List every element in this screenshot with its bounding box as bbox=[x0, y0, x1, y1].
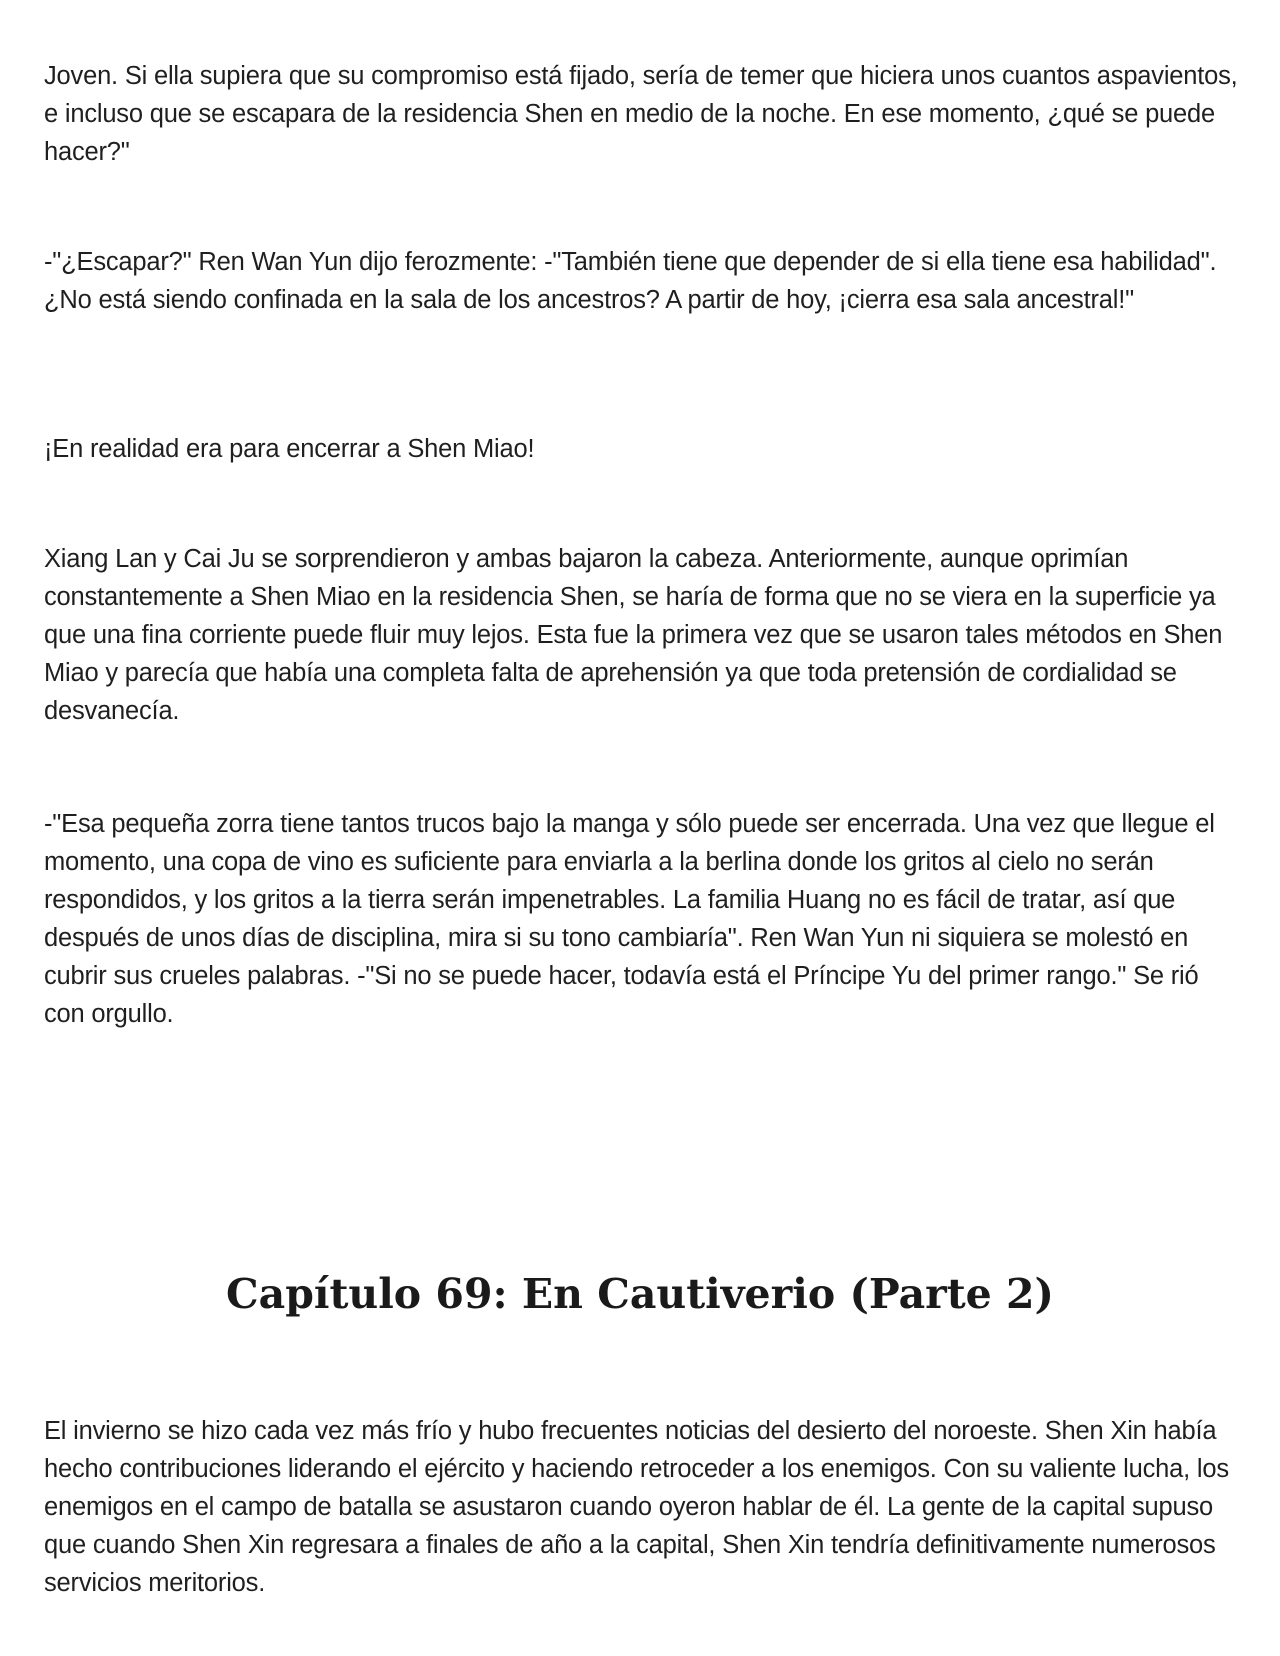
paragraph: ¡En realidad era para encerrar a Shen Miao! bbox=[44, 435, 535, 463]
paragraph: -"Esa pequeña zorra tiene tantos trucos bajo la manga y sólo puede ser encerrada. Una vez que llegue el momento, una copa de vino es suficiente para enviarla a la berlina donde los gritos al cielo no serán respondidos, y los gritos a la tierra serán impenetrables. La familia Huang no es fácil de tratar, así que después de unos días de disciplina, mira si su tono cambiaría". Ren Wan Yun ni siquiera se molestó en cubrir sus crueles palabras. -"Si no se puede hacer, todavía está el Príncipe Yu del primer rango." Se rió con orgullo. bbox=[44, 810, 1215, 1028]
chapter-title: Capítulo 69: En Cautiverio (Parte 2) bbox=[226, 1270, 1054, 1318]
chapter-paragraph: El invierno se hizo cada vez más frío y hubo frecuentes noticias del desierto del noroeste. Shen Xin había hecho contribuciones liderando el ejército y haciendo retroceder a los enemigos. Con su valiente lucha, los enemigos en el campo de batalla se asustaron cuando oyeron hablar de él. La gente de la capital supuso que cuando Shen Xin regresara a finales de año a la capital, Shen Xin tendría definitivamente numerosos servicios meritorios. bbox=[44, 1417, 1229, 1597]
paragraph: Joven. Si ella supiera que su compromiso está fijado, sería de temer que hiciera unos cuantos aspavientos, e incluso que se escapara de la residencia Shen en medio de la noche. En ese momento, ¿qué se puede hacer?" bbox=[44, 62, 1238, 166]
paragraph: -"¿Escapar?" Ren Wan Yun dijo ferozmente: -"También tiene que depender de si ella tiene esa habilidad". ¿No está siendo confinada en la sala de los ancestros? A partir de hoy, ¡cierra esa sala ancestral!" bbox=[44, 248, 1217, 314]
paragraph: Xiang Lan y Cai Ju se sorprendieron y ambas bajaron la cabeza. Anteriormente, aunque oprimían constantemente a Shen Miao en la residencia Shen, se haría de forma que no se viera en la superficie ya que una fina corriente puede fluir muy lejos. Esta fue la primera vez que se usaron tales métodos en Shen Miao y parecía que había una completa falta de aprehensión ya que toda pretensión de cordialidad se desvanecía. bbox=[44, 545, 1223, 725]
